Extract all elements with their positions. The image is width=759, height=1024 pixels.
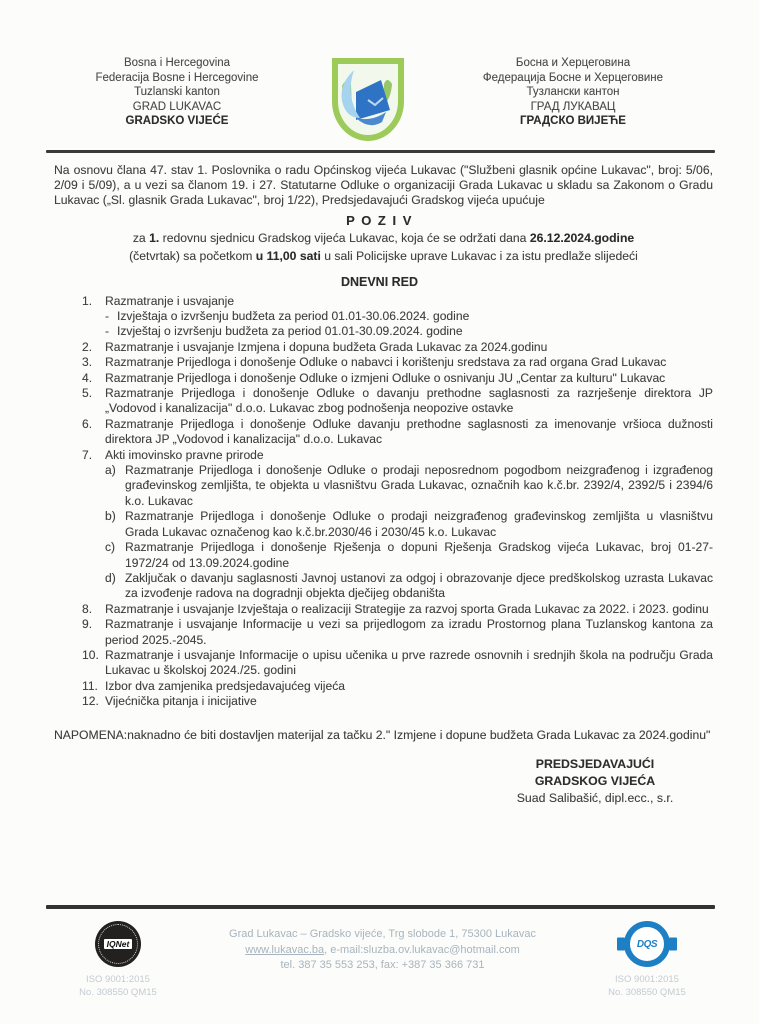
signature-name: Suad Salibašić, dipl.ecc., s.r. xyxy=(516,790,674,805)
session-time: u 11,00 sati xyxy=(255,248,325,263)
agenda-item-text: Razmatranje i usvajanje Izmjena i dopuna budžeta Grada Lukavac za 2024.godinu xyxy=(105,339,548,354)
agenda-item-text: Vijećnička pitanja i inicijative xyxy=(105,694,257,709)
letterhead-line: Bosna i Hercegovina xyxy=(123,57,231,69)
agenda-subitem-text: Izvještaj o izvršenju budžeta za period 01.01-30.09.2024. godine xyxy=(117,324,463,339)
letterhead-line: ГРАДСКО ВИЈЕЋЕ xyxy=(520,115,626,127)
agenda-subitem xyxy=(105,540,713,571)
letterhead-line: GRAD LUKAVAC xyxy=(132,100,222,113)
letterhead-line: Федерација Босне и Херцеговине xyxy=(482,71,664,84)
session-text: redovnu sjednicu Gradskog vijeća Lukavac, koja će se održati dana xyxy=(159,230,530,245)
agenda-subitem-marker: d) xyxy=(105,570,116,585)
agenda-subitem-marker: a) xyxy=(105,463,116,478)
agenda-subitem-marker: b) xyxy=(105,509,116,524)
intro-paragraph: Na osnovu člana 47. stav 1. Poslovnika o radu Općinskog vijeća Lukavac ("Službeni glasnik općine Lukavac", broj: 5/06, 2/09 i 5/09), a u vezi sa članom 19. i 27. Statutarne Odluke o organizaciji Grada Lukavac u skladu sa Zakonom o Gradu Lukavac („Sl. glasnik Grada Lukavac", broj 1/22), Predsjedavajući Gradskog vijeća upućuje xyxy=(54,163,713,208)
header-divider xyxy=(46,150,715,153)
footer-divider xyxy=(46,905,715,909)
agenda-item xyxy=(82,386,713,417)
cert-right xyxy=(591,917,703,999)
agenda-item xyxy=(82,648,713,679)
agenda-item-text: Razmatranje i usvajanje Izvještaja o realizaciji Strategije za razvoj sporta Grada Lukavac za 2022. i 2023. godinu xyxy=(105,601,709,616)
agenda-item xyxy=(82,679,713,694)
agenda-item-text: Razmatranje Prijedloga i donošenje Odluke davanju prethodne saglasnosti za imenovanje vršioca dužnosti direktora JP „Vodovod i kanalizacija" d.o.o. Lukavac xyxy=(105,416,713,447)
agenda-item-number: 5. xyxy=(82,386,93,401)
letterhead-line: Tuzlanski kanton xyxy=(134,86,220,98)
agenda-item xyxy=(82,617,713,648)
footer-body xyxy=(62,917,703,999)
agenda-subitem xyxy=(105,309,713,324)
agenda-title: DNEVNI RED xyxy=(340,274,419,289)
session-line-2 xyxy=(54,248,713,264)
footer-email: , e-mail:sluzba.ov.lukavac@hotmail.com xyxy=(324,943,520,956)
cert-left xyxy=(62,917,174,999)
note-paragraph: NAPOMENA:naknadno će biti dostavljen materijal za tačku 2." Izmjene i dopune budžeta Grada Lukavac za 2024.godinu" xyxy=(54,727,711,742)
agenda-item-number: 11. xyxy=(82,678,98,693)
agenda-item-number: 10. xyxy=(82,647,99,662)
agenda-list xyxy=(82,294,713,710)
agenda-item xyxy=(82,355,713,370)
agenda-subitem-marker: - xyxy=(105,324,110,339)
letterhead-line: Босна и Херцеговина xyxy=(515,57,631,69)
iqnet-logo-text: IQNet xyxy=(104,939,133,949)
cert-right-text xyxy=(591,974,703,999)
session-text: (četvrtak) sa početkom xyxy=(129,248,256,263)
session-text: za xyxy=(132,230,150,245)
agenda-item-number: 4. xyxy=(82,370,93,385)
agenda-item-text: Razmatranje i usvajanje Informacije u vezi sa prijedlogom za izradu Prostornog plana Tuzlanskog kantona za period 2025.-2045. xyxy=(105,617,713,647)
agenda-subitem-text: Zaključak o davanju saglasnosti Javnoj ustanovi za odgoj i obrazovanje djece predškolskog uzrasta Lukavac za izvođenje radova na dogradnji objekta dječijeg obdaništa xyxy=(125,570,713,601)
agenda-subitem xyxy=(105,509,713,540)
footer-address: Grad Lukavac – Gradsko vijeće, Trg slobode 1, 75300 Lukavac xyxy=(229,928,536,940)
letterhead-line: ГРАД ЛУКАВАЦ xyxy=(530,100,616,113)
agenda-item-text: Izbor dva zamjenika predsjedavajućeg vijeća xyxy=(105,678,345,693)
iqnet-logo-icon xyxy=(95,921,141,967)
agenda-subitem xyxy=(105,463,713,509)
agenda-item-text: Razmatranje i usvajanje Informacije o upisu učenika u prve razrede osnovnih i srednjih škola na području Grada Lukavac u školskoj 2024./25. godini xyxy=(105,647,713,678)
agenda-item xyxy=(82,417,713,448)
agenda-item-number: 3. xyxy=(82,355,93,370)
agenda-item xyxy=(82,602,713,617)
cert-number-line: No. 308550 QM15 xyxy=(79,986,157,998)
agenda-item-text: Razmatranje i usvajanje xyxy=(105,293,235,308)
agenda-item xyxy=(82,371,713,386)
agenda-item-number: 12. xyxy=(82,694,99,709)
session-text: u sali Policijske uprave Lukavac i za istu predlaže slijedeći xyxy=(324,248,638,263)
letterhead-latin-block xyxy=(52,56,302,129)
agenda-subitem-text: Razmatranje Prijedloga i donošenje Rješenja o dopuni Rješenja Gradskog vijeća Lukavac, broj 01-27-1972/24 od 13.09.2024.godine xyxy=(125,540,713,570)
agenda-subitem xyxy=(105,571,713,602)
document-title: P O Z I V xyxy=(346,212,413,228)
signature-role-line: GRADSKOG VIJEĆA xyxy=(534,773,656,788)
dqs-logo-text: DQS xyxy=(636,938,658,950)
letterhead-line: Federacija Bosne i Hercegovine xyxy=(95,71,259,84)
signature-block xyxy=(475,756,715,807)
footer-web-email xyxy=(174,943,591,959)
cert-iso-line: ISO 9001:2015 xyxy=(615,974,679,985)
letterhead-cyrillic-block xyxy=(433,56,713,129)
agenda-item-number: 1. xyxy=(82,293,93,308)
footer-website-link: www.lukavac.ba xyxy=(245,943,325,956)
agenda-item-number: 7. xyxy=(82,447,93,462)
agenda-item-number: 8. xyxy=(82,601,93,616)
cert-number-line: No. 308550 QM15 xyxy=(608,986,686,998)
footer-contact xyxy=(174,927,591,974)
agenda-item-text: Akti imovinsko pravne prirode xyxy=(105,447,264,462)
dqs-logo-icon xyxy=(624,921,670,967)
agenda-subitem-marker: c) xyxy=(105,540,116,555)
agenda-subitem-text: Razmatranje Prijedloga i donošenje Odluke o prodaji neizgrađenog građevinskog zemljišta u vlasništvu Grada Lukavac označenog kao k.č.br.2030/46 i 2030/45 k.o. Lukavac xyxy=(125,509,713,539)
agenda-item xyxy=(82,448,713,463)
cert-left-text xyxy=(62,974,174,999)
agenda-subitem xyxy=(105,324,713,339)
agenda-item xyxy=(82,694,713,709)
footer-phone: tel. 387 35 553 253, fax: +387 35 366 731 xyxy=(280,959,485,971)
session-line-1 xyxy=(54,230,713,246)
cert-iso-line: ISO 9001:2015 xyxy=(86,974,150,985)
agenda-subitem-marker: - xyxy=(105,309,110,324)
page-footer xyxy=(0,905,759,999)
letterhead xyxy=(52,56,713,150)
session-number: 1. xyxy=(149,230,160,245)
agenda-item-text: Razmatranje Prijedloga i donošenje Odluke o davanju prethodne saglasnosti za razrješenje direktora JP „Vodovod i kanalizacija" d.o.o. Lukavac zbog podnošenja neopozive ostavke xyxy=(105,386,713,416)
coat-of-arms-icon xyxy=(326,56,410,146)
agenda-item-number: 9. xyxy=(82,617,93,632)
agenda-item-number: 2. xyxy=(82,339,93,354)
session-date: 26.12.2024.godine xyxy=(529,230,635,245)
agenda-item-text: Razmatranje Prijedloga i donošenje Odluke o nabavci i korištenju sredstava za rad organa Grad Lukavac xyxy=(105,355,667,370)
letterhead-line: Тузлански кантон xyxy=(526,86,620,98)
letterhead-line: GRADSKO VIJEĆE xyxy=(125,115,229,127)
agenda-item xyxy=(82,340,713,355)
agenda-item-text: Razmatranje Prijedloga i donošenje Odluke o izmjeni Odluke o osnivanju JU „Centar za kulturu" Lukavac xyxy=(105,370,666,385)
agenda-subitem-text: Izvještaja o izvršenju budžeta za period 01.01-30.06.2024. godine xyxy=(117,309,470,324)
agenda-item xyxy=(82,294,713,309)
agenda-subitem-text: Razmatranje Prijedloga i donošenje Odluke o prodaji neposrednom pogodbom neizgrađenog i izgrađenog građevinskog zemljišta, te objekta u vlasništvu Grada Lukavac, označnih kao k.č.br. 2392/4, 2392/5 i 2394/6 k.o. Lukavac xyxy=(125,463,713,508)
agenda-item-number: 6. xyxy=(82,416,93,431)
signature-role-line: PREDSJEDAVAJUĆI xyxy=(535,756,655,771)
